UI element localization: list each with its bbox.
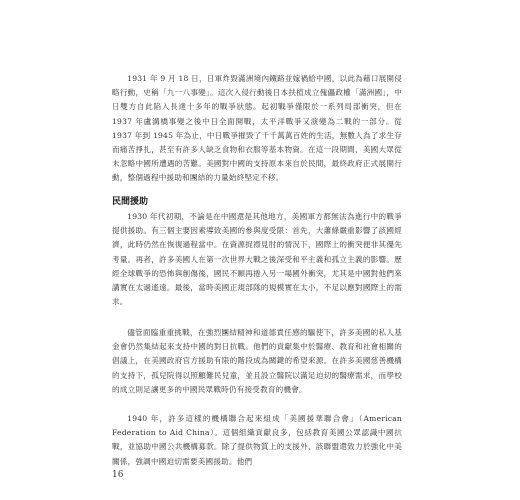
section-heading: 民間援助 [112, 197, 149, 207]
paragraph-4: 1940 年，許多這樣的機構聯合起來組成「美國援華聯合會」（American Federation to Aid China）。這個組織貢獻良多，包括教育美國公眾認識中國抗戰，並協助中國公共機構募款。除了提供物質上的支援外，該聯盟還致力於強化中美關係，強調中國迫切需要美國援助。他們 [112, 414, 402, 466]
paragraph-2: 1930 年代初期，不論是在中國還是其他地方，美國軍方都無法為進行中的戰爭提供援助。有三個主要因素導致美國的參與度受限：首先，大蕭條嚴重影響了該國經濟，此時仍然在恢復過程當中。在資源捉襟見肘的情況下，國際上的衝突便非其優先考量。再者，許多美國人在第一次世界大戰之後深受和平主義和孤立主義的影響。歷經全球戰爭的恐怖與創傷後，國民不願再捲入另一場國外衝突，尤其是中國對他們來講實在太過遙遠。最後，當時美國正規部隊的規模實在太小，不足以應對國際上的需求。 [112, 212, 402, 307]
page-number: 16 [112, 470, 124, 480]
paragraph-3: 儘管面臨重重挑戰，在強烈團結精神和道德責任感的驅使下，許多美國的私人基金會仍然集結起來支持中國的對日抗戰。他們的貢獻集中於醫療、教育和社會相關的倡議上，在美國政府官方援助有限的階段成為關鍵的希望來源。在許多美國慈善機構的支持下，孤兒院得以照顧難民兒童，並且設立醫院以滿足迫切的醫療需求，而學校的成立則足讓更多的中國民眾戰時仍有接受教育的機會。 [112, 328, 402, 394]
paragraph-1: 1931 年 9 月 18 日，日軍炸毀滿洲境內鐵路並嫁禍給中國，以此為藉口展開侵略行動，史稱「九一八事變」。這次入侵行動後日本扶植成立傀儡政權「滿洲國」，中日雙方自此陷入長達十多年的戰爭狀態。起初戰爭僅限於一系列局部衝突，但在 1937 年盧溝橋事變之後中日全面開戰，太平洋戰爭又演變為二戰的一部分。從 1937 年到 1945 年為止，中日戰爭摧毀了千千萬萬百姓的生活，無數人為了求生存而痛苦掙扎，甚至有許多人缺乏食物和衣服等基本物資。在這一段期間，美國大眾從未忽略中國所遭遇的苦難。美國對中國的支持原本來自於民間，最終政府正式展開行動，整個過程中援助和團結的力量始終堅定不移。 [112, 74, 402, 183]
